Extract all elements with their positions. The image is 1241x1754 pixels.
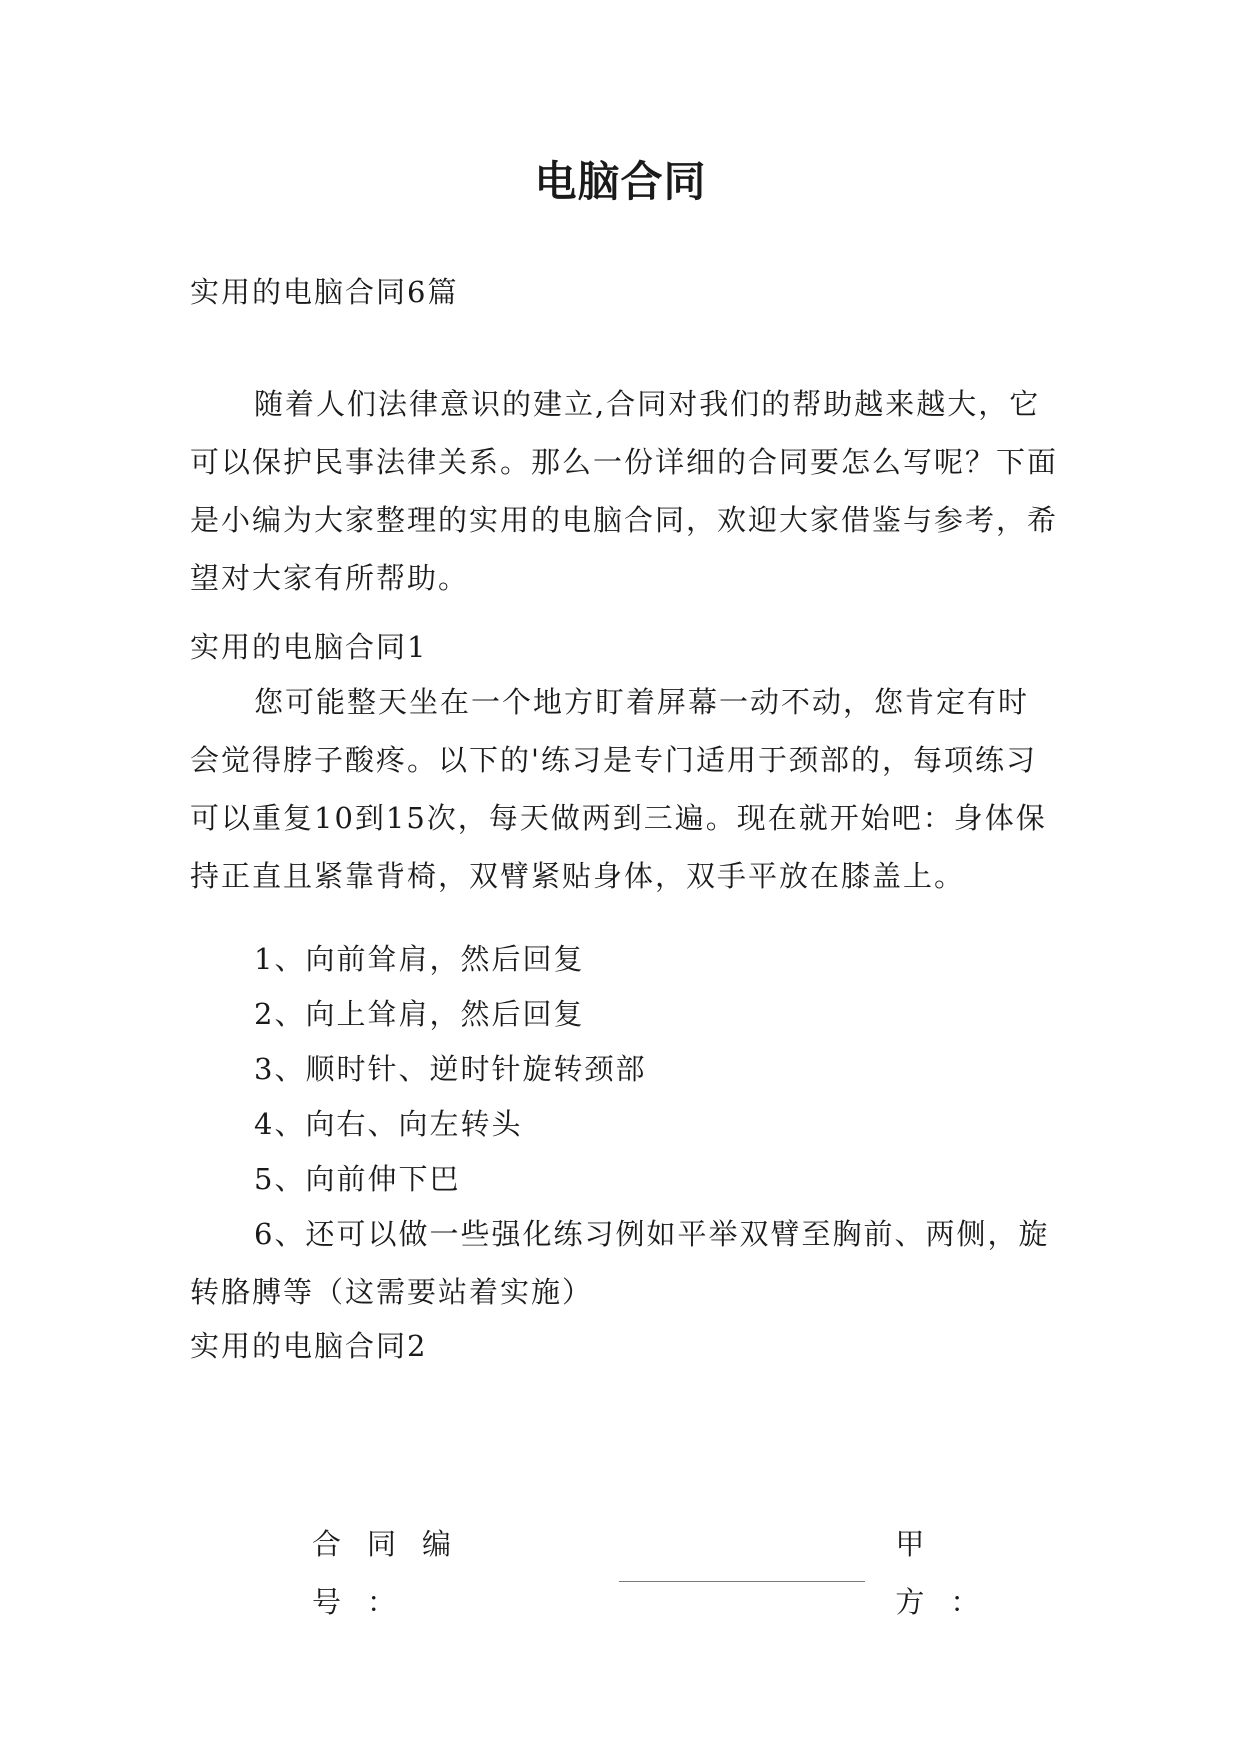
list-item-6: 6、还可以做一些强化练习例如平举双臂至胸前、两侧，旋转胳膊等（这需要站着实施） xyxy=(190,1217,1050,1309)
party-a-label: 甲方： xyxy=(895,1527,1006,1619)
section-1-paragraph: 您可能整天坐在一个地方盯着屏幕一动不动，您肯定有时会觉得脖子酸疼。以下的'练习是专门适用于颈部的，每项练习可以重复10到15次，每天做两到三遍。现在就开始吧：身体保持正直且紧靠背椅，双臂紧贴身体，双手平放在膝盖上。 xyxy=(190,685,1047,893)
list-item: 3、顺时针、逆时针旋转颈部 xyxy=(254,1052,647,1086)
list-item: 1、向前耸肩，然后回复 xyxy=(254,942,585,976)
list-item: 4、向右、向左转头 xyxy=(254,1107,523,1141)
document-subtitle: 实用的电脑合同6篇 xyxy=(190,275,459,309)
intro-paragraph: 随着人们法律意识的建立,合同对我们的帮助越来越大，它可以保护民事法律关系。那么一份详细的合同要怎么写呢？下面是小编为大家整理的实用的电脑合同，欢迎大家借鉴与参考，希望对大家有所帮助。 xyxy=(190,387,1059,595)
contract-number-blank[interactable] xyxy=(619,1580,865,1582)
section-2-heading: 实用的电脑合同2 xyxy=(190,1329,428,1363)
list-item: 2、向上耸肩，然后回复 xyxy=(254,997,585,1031)
list-item: 5、向前伸下巴 xyxy=(254,1162,461,1196)
contract-number-label: 合同编号： xyxy=(312,1527,478,1619)
contract-number-row xyxy=(190,1515,1058,1631)
document-title: 电脑合同 xyxy=(534,157,707,206)
section-1-heading: 实用的电脑合同1 xyxy=(190,630,428,664)
